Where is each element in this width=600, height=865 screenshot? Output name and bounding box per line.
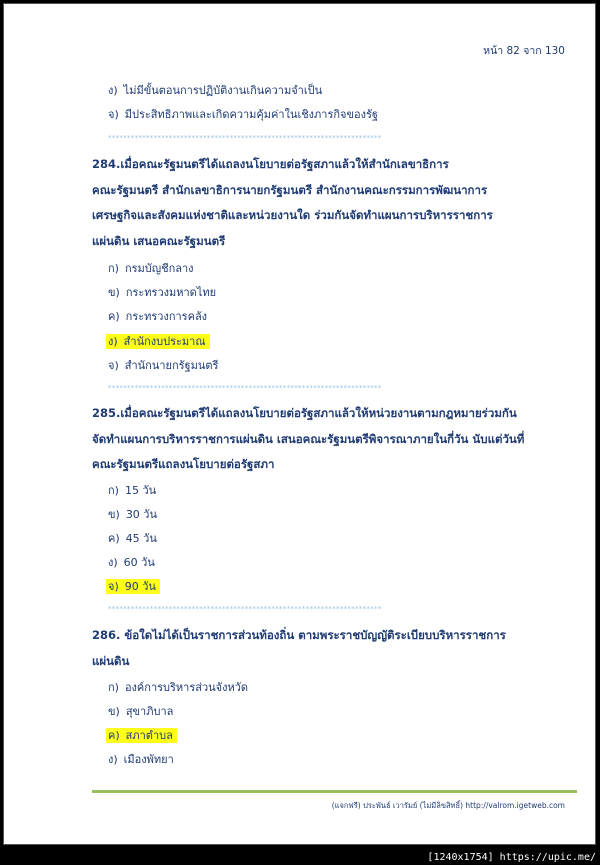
- option-letter: จ): [108, 359, 119, 372]
- q283-option-e: [108, 107, 378, 123]
- option-letter: ง): [108, 335, 118, 348]
- q285-option-a: [108, 483, 156, 499]
- footer-rule: [92, 790, 577, 793]
- option-text: องค์การบริหารส่วนจังหวัด: [124, 681, 249, 694]
- question-line: 286. ข้อใดไม่ได้เป็นราชการส่วนท้องถิ่น ตามพระราชบัญญัติระเบียบบริหารราชการ: [92, 628, 506, 642]
- option-text: 30 วัน: [125, 508, 158, 521]
- option-text: มีประสิทธิภาพและเกิดความคุ้มค่าในเชิงภารกิจของรัฐ: [124, 108, 378, 121]
- question-line: 284.เมื่อคณะรัฐมนตรีได้แถลงนโยบายต่อรัฐสภาแล้วให้สำนักเลขาธิการ: [92, 157, 449, 171]
- option-letter: ก): [108, 681, 119, 694]
- answer-highlight: [106, 728, 177, 743]
- option-text: กระทรวงมหาดไทย: [125, 286, 217, 299]
- q284-option-b: [108, 285, 216, 301]
- image-host-watermark: [1240x1754] https://upic.me/: [427, 852, 596, 863]
- option-text: กรมบัญชีกลาง: [124, 262, 194, 275]
- option-letter: ง): [108, 556, 118, 569]
- q284-option-d-answer: [108, 334, 210, 350]
- page-number: หน้า 82 จาก 130: [483, 45, 565, 57]
- option-letter: ค): [108, 532, 120, 545]
- question-line: 285.เมื่อคณะรัฐมนตรีได้แถลงนโยบายต่อรัฐสภาแล้วให้หน่วยงานตามกฎหมายร่วมกัน: [92, 406, 517, 420]
- document-page: [3, 3, 596, 845]
- question-line: เศรษฐกิจและสังคมแห่งชาติและหน่วยงานใด ร่วมกันจัดทำแผนการบริหารราชการ: [92, 208, 493, 222]
- q285-option-c: [108, 531, 157, 547]
- answer-highlight: [106, 579, 160, 594]
- option-letter: ก): [108, 484, 119, 497]
- question-line: คณะรัฐมนตรี สำนักเลขาธิการนายกรัฐมนตรี สำนักงานคณะกรรมการพัฒนาการ: [92, 182, 488, 197]
- q286-option-b: [108, 704, 173, 720]
- q283-option-d: [108, 83, 322, 99]
- question-line: จัดทำแผนการบริหารราชการแผ่นดิน เสนอคณะรัฐมนตรีพิจารณาภายในกี่วัน นับแต่วันที่: [92, 431, 525, 446]
- option-text: 45 วัน: [125, 532, 157, 545]
- option-text: สำนักงบประมาณ: [123, 335, 206, 348]
- option-text: ไม่มีขั้นตอนการปฏิบัติงานเกินความจำเป็น: [123, 84, 323, 97]
- option-text: 60 วัน: [123, 556, 155, 569]
- question-line: คณะรัฐมนตรีแถลงนโยบายต่อรัฐสภา: [92, 457, 275, 471]
- option-text: สภาตำบล: [125, 729, 173, 742]
- q286-option-d: [108, 752, 174, 768]
- q284-option-e: [108, 358, 218, 374]
- q284-option-a: [108, 261, 194, 277]
- answer-highlight: [106, 334, 210, 349]
- question-285: [92, 401, 577, 478]
- option-letter: ข): [108, 705, 120, 718]
- option-letter: ข): [108, 508, 120, 521]
- separator: ************************************************************************: [108, 605, 382, 613]
- separator: ************************************************************************: [108, 134, 382, 142]
- separator: ************************************************************************: [108, 384, 382, 392]
- option-text: เมืองพัทยา: [123, 753, 174, 766]
- question-284: [92, 152, 577, 254]
- option-letter: ง): [108, 753, 118, 766]
- question-286: [92, 623, 577, 674]
- option-text: กระทรวงการคลัง: [125, 310, 208, 323]
- option-letter: ค): [108, 310, 120, 323]
- option-text: สำนักนายกรัฐมนตรี: [124, 359, 219, 372]
- q284-option-c: [108, 309, 207, 325]
- option-letter: จ): [108, 108, 119, 121]
- option-letter: ข): [108, 286, 120, 299]
- option-letter: จ): [108, 580, 119, 593]
- footer-credit: (แจกฟรี) ประพันธ์ เวารัมย์ (ไม่มีลิขสิทธิ์) http://valrom.igetweb.com: [331, 801, 565, 810]
- option-text: 90 วัน: [124, 580, 156, 593]
- option-letter: ง): [108, 84, 118, 97]
- q286-option-c-answer: [108, 728, 177, 744]
- q286-option-a: [108, 680, 248, 696]
- option-letter: ก): [108, 262, 119, 275]
- q285-option-e-answer: [108, 579, 160, 595]
- question-line: แผ่นดิน: [92, 653, 130, 668]
- q285-option-d: [108, 555, 155, 571]
- option-text: 15 วัน: [124, 484, 157, 497]
- question-line: แผ่นดิน เสนอคณะรัฐมนตรี: [92, 233, 226, 248]
- option-text: สุขาภิบาล: [125, 705, 174, 718]
- option-letter: ค): [108, 729, 120, 742]
- q285-option-b: [108, 507, 157, 523]
